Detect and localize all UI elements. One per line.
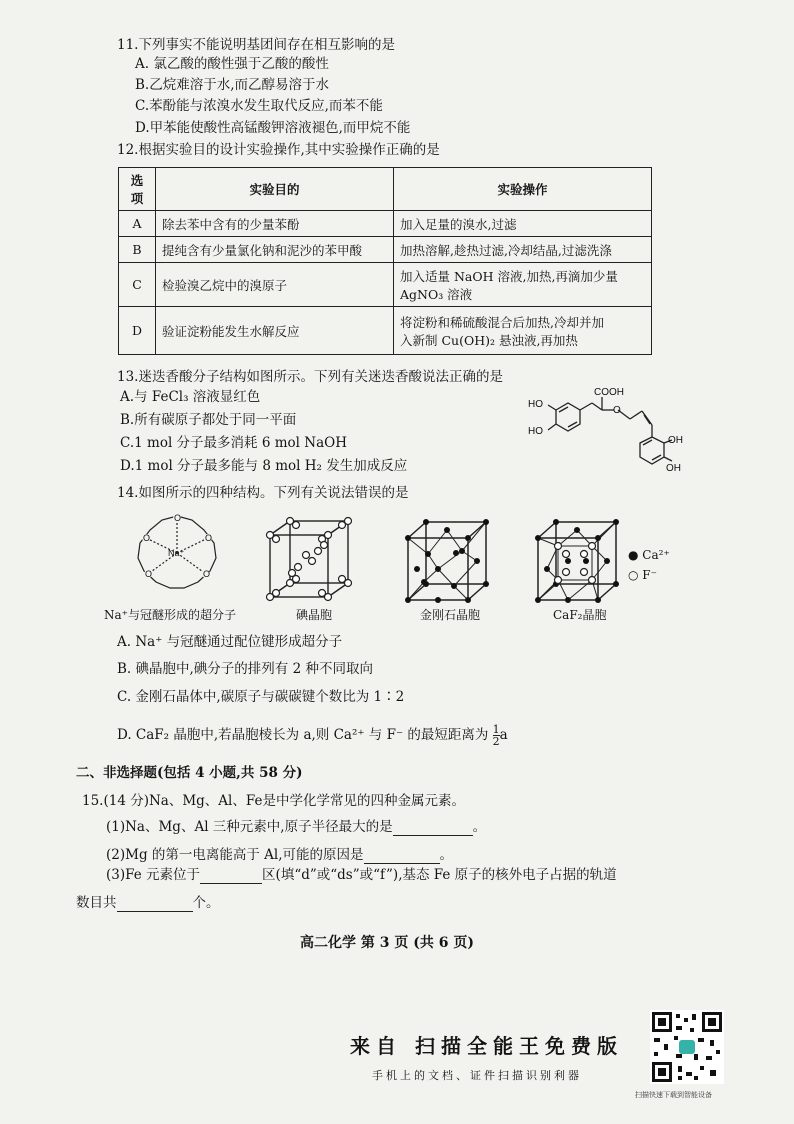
answer-blank-3[interactable] xyxy=(200,868,262,884)
oh-label-2: OH xyxy=(666,463,681,474)
row-operation xyxy=(393,263,651,307)
row-operation-line1: 加入适量 NaOH 溶液,加热,再滴加少量 xyxy=(399,268,618,284)
caption-diamond: 金刚石晶胞 xyxy=(420,608,481,622)
q14-option-d xyxy=(117,724,508,747)
q15-part1 xyxy=(106,818,486,836)
legend-ca-label: Ca²⁺ xyxy=(642,548,670,562)
q13-option-d: D.1 mol 分子最多能与 8 mol H₂ 发生加成反应 xyxy=(120,458,408,474)
q15-part2-end: 。 xyxy=(439,847,454,863)
q11-option-a: A. 氯乙酸的酸性强于乙酸的酸性 xyxy=(135,56,329,72)
q15-part3-text: (3)Fe 元素位于 xyxy=(106,867,201,883)
ester-o-label: O xyxy=(613,405,621,416)
q14-option-a: A. Na⁺ 与冠醚通过配位键形成超分子 xyxy=(117,634,343,650)
svg-text:O: O xyxy=(174,513,182,523)
caf2-cell-figure xyxy=(532,516,624,604)
scanner-banner-subtitle: 手机上的文档、证件扫描识别利器 xyxy=(372,1069,582,1082)
row-goal: 检验溴乙烷中的溴原子 xyxy=(156,263,394,307)
table-row xyxy=(119,307,652,355)
row-goal: 除去苯中含有的少量苯酚 xyxy=(156,211,394,237)
table-header-row xyxy=(119,168,652,211)
row-operation-line2: 入新制 Cu(OH)₂ 悬浊液,再加热 xyxy=(399,332,578,348)
answer-blank-1[interactable] xyxy=(393,820,473,836)
svg-text:O: O xyxy=(143,533,151,543)
answer-blank-4[interactable] xyxy=(117,896,193,912)
caption-caf2: CaF₂晶胞 xyxy=(553,608,607,622)
q11-option-d: D.甲苯能使酸性高锰酸钾溶液褪色,而甲烷不能 xyxy=(135,120,411,136)
legend-f-label: F⁻ xyxy=(642,568,657,582)
qr-caption: 扫描快速下载到智能设备 xyxy=(635,1091,712,1099)
q15-part2 xyxy=(106,846,453,864)
q15-part1-end: 。 xyxy=(472,819,487,835)
cooh-label: COOH xyxy=(594,387,624,398)
oh-label-1: OH xyxy=(668,435,683,446)
ho-label-1: HO xyxy=(528,399,543,410)
page-footer: 高二化学 第 3 页 (共 6 页) xyxy=(300,935,474,951)
q14-option-d-text: D. CaF₂ 晶胞中,若晶胞棱长为 a,则 Ca²⁺ 与 F⁻ 的最短距离为 xyxy=(117,727,489,743)
q15-part3 xyxy=(106,866,617,884)
qr-code-icon[interactable] xyxy=(650,1010,724,1084)
q15-stem: 15.(14 分)Na、Mg、Al、Fe是中学化学常见的四种金属元素。 xyxy=(82,793,465,809)
iodine-cell-figure xyxy=(262,515,357,605)
answer-blank-2[interactable] xyxy=(364,848,440,864)
row-goal: 验证淀粉能发生水解反应 xyxy=(156,307,394,355)
q11-stem: 11.下列事实不能说明基团间存在相互影响的是 xyxy=(117,37,395,53)
table-row xyxy=(119,211,652,237)
svg-text:O: O xyxy=(205,533,213,543)
q11-option-c: C.苯酚能与浓溴水发生取代反应,而苯不能 xyxy=(135,98,383,114)
q13-stem: 13.迷迭香酸分子结构如图所示。下列有关迷迭香酸说法正确的是 xyxy=(117,369,503,385)
row-option: A xyxy=(119,211,156,237)
svg-text:O: O xyxy=(145,569,153,579)
q13-option-c: C.1 mol 分子最多消耗 6 mol NaOH xyxy=(120,435,347,451)
q12-stem: 12.根据实验目的设计实验操作,其中实验操作正确的是 xyxy=(117,142,440,158)
crown-ether-figure xyxy=(122,508,232,598)
row-operation-line1: 加入足量的溴水,过滤 xyxy=(399,216,517,232)
table-row xyxy=(119,263,652,307)
section-two-heading: 二、非选择题(包括 4 小题,共 58 分) xyxy=(76,765,303,781)
svg-text:O: O xyxy=(203,569,211,579)
q15-part3-cont xyxy=(76,894,220,912)
q14-option-d-suffix: a xyxy=(499,727,508,743)
row-operation xyxy=(393,211,651,237)
q11-option-b: B.乙烷难溶于水,而乙醇易溶于水 xyxy=(135,77,330,93)
fraction-denominator: 2 xyxy=(492,735,500,748)
q14-option-c: C. 金刚石晶体中,碳原子与碳碳键个数比为 1∶2 xyxy=(117,689,405,705)
header-operation: 实验操作 xyxy=(393,168,651,211)
q15-part3-rest: 区(填“d”或“ds”或“f”),基态 Fe 原子的核外电子占据的轨道 xyxy=(262,867,617,883)
caption-crown-ether: Na⁺与冠醚形成的超分子 xyxy=(104,608,236,622)
fraction-one-half xyxy=(493,724,500,747)
row-operation-line2: AgNO₃ 溶液 xyxy=(399,286,473,302)
row-operation-line1: 加热溶解,趁热过滤,冷却结晶,过滤洗涤 xyxy=(399,242,612,258)
row-operation xyxy=(393,237,651,263)
header-goal: 实验目的 xyxy=(156,168,394,211)
fraction-numerator: 1 xyxy=(492,723,500,736)
q13-option-a: A.与 FeCl₃ 溶液显红色 xyxy=(120,389,261,405)
q14-stem: 14.如图所示的四种结构。下列有关说法错误的是 xyxy=(117,485,409,501)
q15-part1-text: (1)Na、Mg、Al 三种元素中,原子半径最大的是 xyxy=(106,819,393,835)
table-row xyxy=(119,237,652,263)
q13-option-b: B.所有碳原子都处于同一平面 xyxy=(120,412,297,428)
ho-label-2: HO xyxy=(528,426,543,437)
q15-part2-text: (2)Mg 的第一电离能高于 Al,可能的原因是 xyxy=(106,847,364,863)
header-option: 选项 xyxy=(119,168,156,211)
caption-iodine: 碘晶胞 xyxy=(296,608,333,622)
diamond-cell-figure xyxy=(402,516,492,604)
scanner-banner: 来自 扫描全能王免费版 xyxy=(350,1034,623,1058)
legend-ca: ● Ca²⁺ xyxy=(628,548,670,562)
row-option: D xyxy=(119,307,156,355)
row-operation-line1: 将淀粉和稀硫酸混合后加热,冷却并加 xyxy=(399,314,604,330)
row-option: C xyxy=(119,263,156,307)
experiment-table xyxy=(118,167,652,355)
row-operation xyxy=(393,307,651,355)
rosmarinic-acid-structure xyxy=(518,385,688,480)
row-option: B xyxy=(119,237,156,263)
na-ion-label: Na⁺ xyxy=(168,548,185,558)
q15-part3-cont-text: 数目共 xyxy=(76,895,117,911)
q15-part3-cont-end: 个。 xyxy=(192,895,220,911)
row-goal: 提纯含有少量氯化钠和泥沙的苯甲酸 xyxy=(156,237,394,263)
q14-option-b: B. 碘晶胞中,碘分子的排列有 2 种不同取向 xyxy=(117,661,373,677)
legend-f: ○ F⁻ xyxy=(628,568,657,582)
